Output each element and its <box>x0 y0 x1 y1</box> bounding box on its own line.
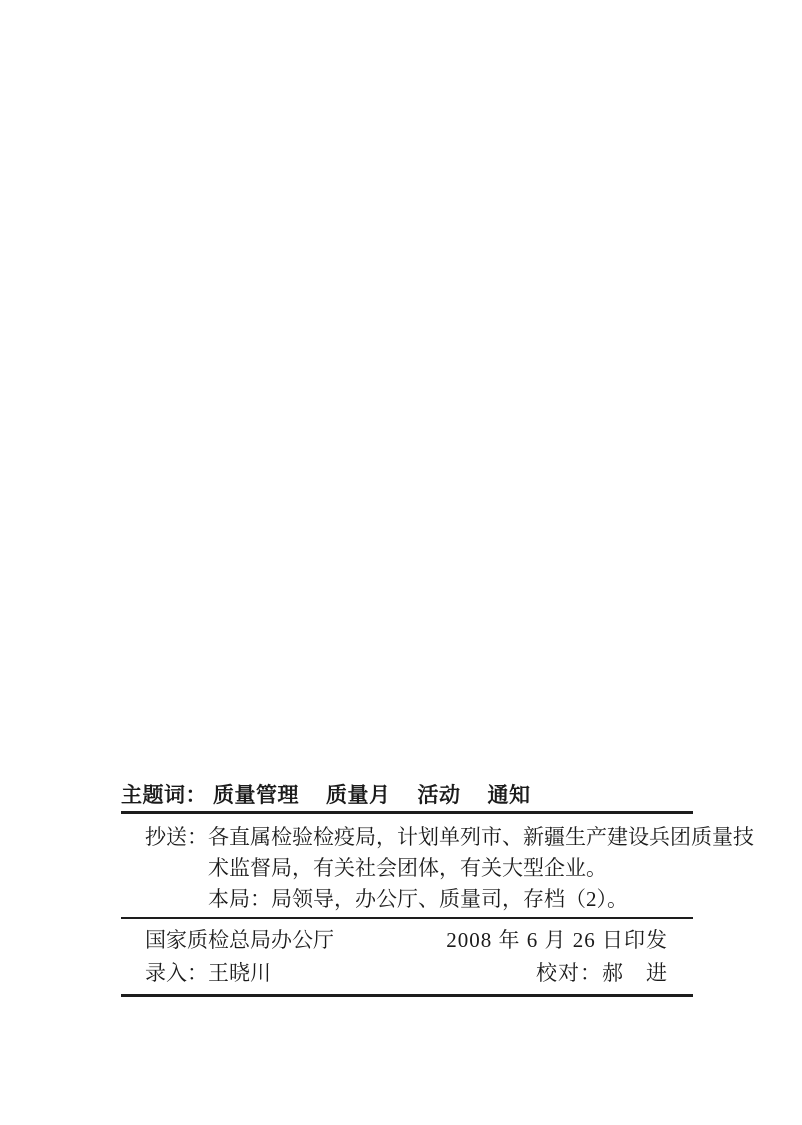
subject-label: 主题词： <box>121 783 207 807</box>
subject-keyword: 质量月 <box>326 783 391 807</box>
cc-line-1: 各直属检验检疫局，计划单列市、新疆生产建设兵团质量技 <box>208 825 754 849</box>
cc-line-2: 术监督局，有关社会团体，有关大型企业。 <box>208 856 607 880</box>
issuer-name: 国家质检总局办公厅 <box>145 928 334 952</box>
entry-name: 王晓川 <box>208 961 271 985</box>
subject-keyword: 通知 <box>487 783 531 807</box>
subject-keyword: 活动 <box>417 783 461 807</box>
cc-label: 抄送： <box>145 825 208 849</box>
proof-name: 郝 进 <box>602 961 668 985</box>
print-date: 2008 年 6 月 26 日印发 <box>446 928 668 952</box>
subject-keyword: 质量管理 <box>213 783 299 807</box>
divider-bottom <box>121 994 693 997</box>
subject-row <box>121 782 693 811</box>
entry-by <box>145 957 271 990</box>
proof-label: 校对： <box>536 961 602 985</box>
document-footer-block <box>121 782 754 997</box>
cc-section <box>121 814 754 917</box>
cc-line-3: 本局：局领导，办公厅、质量司，存档（2）。 <box>208 887 628 911</box>
issue-row <box>121 919 693 957</box>
credits-row <box>121 957 693 994</box>
cc-content <box>208 822 754 915</box>
entry-label: 录入： <box>145 961 208 985</box>
proof-by <box>536 957 668 990</box>
